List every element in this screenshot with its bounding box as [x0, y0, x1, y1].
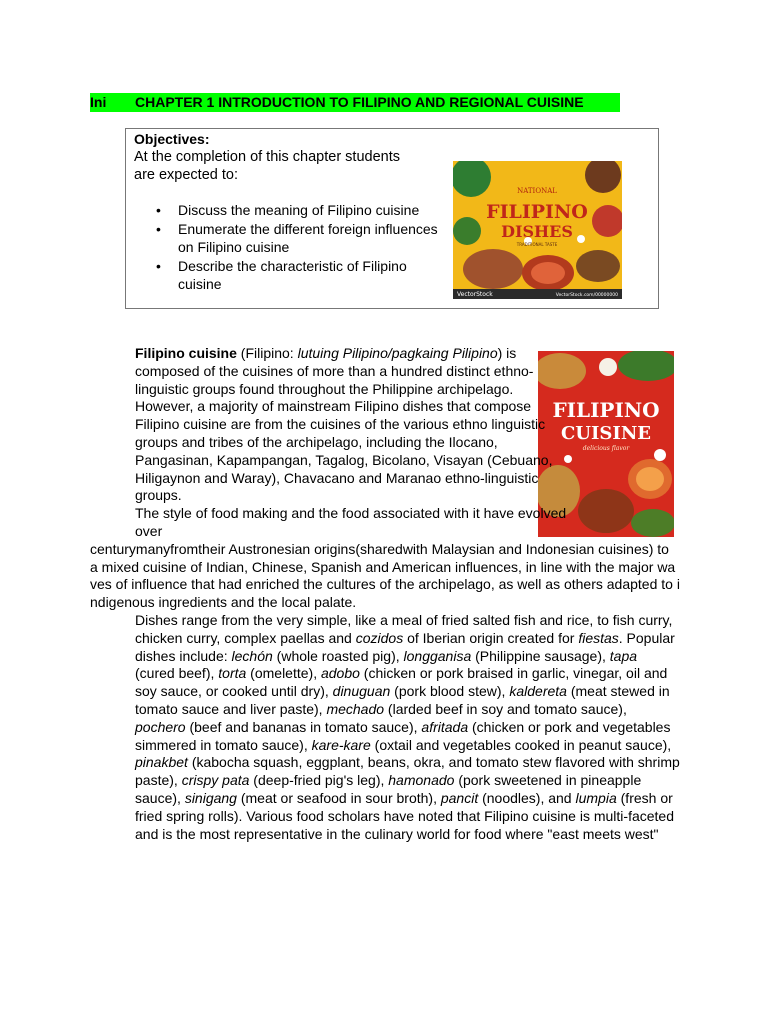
dish-name: pinakbet	[135, 754, 188, 771]
poster-title-line1: FILIPINO	[486, 201, 588, 223]
p1-text-2: ) is composed of the cuisines of more than a hundred distinct ethno-linguistic groups found throughout the Philippine archipelago. However, a majority of mainstream Filipino dishes that compose Filipino cuisine are from the cuisines of the various ethno linguistic groups and tribes of the archipelago, including the Ilocano, Pangasinan, Kapampangan, Tagalog, Bicolano, Visayan (Cebuano, Hiligaynon and Waray), Chavacano and Maranao ethno-linguistic groups.	[135, 345, 553, 504]
objective-item: • Discuss the meaning of Filipino cuisine	[134, 201, 454, 219]
dish-name: fiestas	[578, 629, 619, 646]
p3-text: (omelette),	[246, 665, 321, 682]
dish-name: hamonado	[388, 772, 455, 789]
p3-text: (deep-fried pig's leg),	[249, 772, 389, 789]
objective-item: • Describe the characteristic of Filipino cuisine	[134, 257, 454, 293]
dish-name: afritada	[421, 718, 469, 735]
p3-text: (whole roasted pig),	[272, 647, 404, 664]
dish-name: torta	[218, 665, 247, 682]
p3-text: . Popular dishes include:	[135, 629, 675, 664]
dish-name: cozidos	[355, 629, 404, 646]
poster-top-text: NATIONAL	[517, 187, 557, 195]
objectives-intro: At the completion of this chapter students are expected to:	[134, 149, 400, 183]
p3-text: (oxtail and vegetables cooked in peanut sauce),	[370, 736, 672, 753]
dish-name: mechado	[326, 700, 385, 717]
dish-name: sinigang	[184, 789, 237, 806]
p3-text: (beef and bananas in tomato sauce),	[185, 718, 422, 735]
p2-text-a: The style of food making and the food associated with it have evolved over	[135, 505, 567, 539]
p1-italic: lutuing Pilipino/pagkaing Pilipino	[297, 345, 498, 361]
term-filipino-cuisine: Filipino cuisine	[135, 345, 237, 361]
p3-text: Dishes range from the very simple, like a meal of fried salted fish and rice, to fish curry, chicken curry, complex paellas and	[135, 611, 673, 646]
objectives-title: Objectives:	[134, 131, 210, 147]
p3-text: (pork sweetened in pineapple sauce),	[135, 772, 642, 806]
p3-text: (chicken or pork braised in garlic, vinegar, oil and soy sauce, or cooked until dry),	[135, 665, 668, 700]
dish-name: pochero	[135, 718, 186, 735]
poster-title-line2: DISHES	[501, 222, 573, 241]
poster-sub: TRADITIONAL TASTE	[516, 242, 558, 247]
p3-text: (pork blood stew),	[390, 683, 510, 700]
vectorstock-url: VectorStock.com/00000000	[555, 293, 618, 298]
dish-name: kaldereta	[509, 683, 567, 700]
paragraph-filipino-cuisine	[90, 345, 575, 505]
poster2-sub: delicious flavor	[582, 445, 630, 452]
p3-text: (fresh or fried spring rolls). Various food scholars have noted that Filipino cuisine is multi-faceted and is the most representative in the culinary world for food where "east meets west"	[135, 789, 674, 842]
poster2-title-line1: FILIPINO	[552, 398, 660, 422]
dish-name: crispy pata	[181, 772, 250, 789]
dish-name: kare-kare	[311, 736, 371, 753]
vectorstock-watermark: VectorStock	[457, 291, 493, 298]
dish-name: lumpia	[575, 789, 617, 806]
p3-text: (Philippine sausage),	[471, 647, 610, 664]
p2-text-b: centurymanyfromtheir Austronesian origins(sharedwith Malaysian and Indonesian cuisines) to a mixed cuisine of Indian, Chinese, Spanish and American influences, in line with the major waves of influence that had enriched the cultures of the archipelago, as well as others adapted to indigenous ingredients and the local palate.	[90, 540, 680, 611]
p3-text: (chicken or pork and vegetables simmered in tomato sauce),	[135, 718, 671, 753]
chapter-heading	[90, 93, 620, 112]
objectives-list	[134, 201, 454, 294]
p3-text: (meat stewed in tomato sauce and liver paste),	[135, 683, 670, 717]
p3-text: (meat or seafood in sour broth),	[236, 789, 441, 806]
heading-prefix: Ini	[90, 94, 107, 110]
dish-name: dinuguan	[332, 683, 391, 700]
p3-text: of Iberian origin created for	[403, 629, 579, 646]
dish-name: tapa	[609, 647, 638, 664]
body-text	[90, 345, 680, 843]
dish-name: pancit	[440, 789, 479, 806]
filipino-dishes-poster-image	[453, 161, 622, 299]
chapter-title: CHAPTER 1 INTRODUCTION TO FILIPINO AND REGIONAL CUISINE	[135, 94, 584, 110]
paragraph-style-of-food	[90, 505, 680, 612]
p3-text: (cured beef),	[135, 665, 219, 682]
poster2-title-line2: CUISINE	[560, 423, 652, 444]
dish-name: adobo	[320, 665, 360, 682]
dish-name: lechón	[231, 647, 273, 664]
p1-text-1: (Filipino:	[236, 345, 298, 361]
objective-item: • Enumerate the different foreign influences on Filipino cuisine	[134, 220, 454, 256]
paragraph-dishes	[90, 612, 680, 843]
p3-text: (noodles), and	[478, 789, 576, 806]
p3-text: (kabocha squash, eggplant, beans, okra, and tomato stew flavored with shrimp paste),	[135, 754, 680, 789]
p3-text: (larded beef in soy and tomato sauce),	[384, 700, 627, 717]
dish-name: longganisa	[403, 647, 472, 664]
